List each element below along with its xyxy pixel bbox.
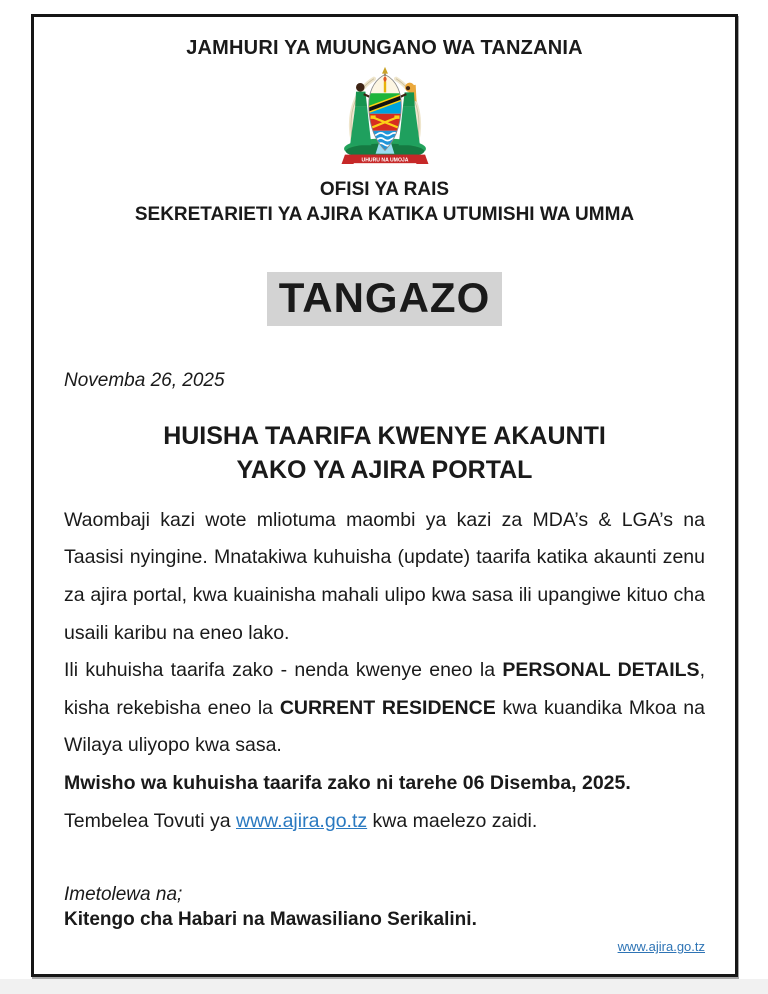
issued-by-label: Imetolewa na; [64,884,183,906]
emblem-motto-text: UHURU NA UMOJA [361,157,408,164]
website-note [64,803,705,841]
deadline-note: Mwisho wa kuhuisha taarifa zako ni tarehe 06 Disemba, 2025. [64,772,631,795]
instructions-text-post: kwa kuandika Mkoa na Wilaya uliyopo kwa sasa. [64,696,705,757]
announcement-heading-row [64,272,705,326]
website-note-post: kwa maelezo zaidi. [367,809,538,832]
office-title: OFISI YA RAIS [319,179,450,200]
paragraph-instructions [64,652,705,765]
subject-heading-line1: HUISHA TAARIFA KWENYE AKAUNTI [163,422,606,451]
instructions-text-pre: Ili kuhuisha taarifa zako - nenda kwenye eneo la [64,659,503,682]
announcement-date: Novemba 26, 2025 [64,370,225,392]
current-residence-emphasis: CURRENT RESIDENCE [279,696,496,719]
ajira-portal-link[interactable]: www.ajira.go.tz [236,809,368,832]
personal-details-emphasis: PERSONAL DETAILS [502,659,700,682]
instructions-text-mid: , kisha rekebisha eneo la [64,659,705,719]
issued-by-name: Kitengo cha Habari na Mawasiliano Serikalini. [64,909,477,931]
tanzania-coat-of-arms-icon [321,66,449,170]
paragraph-intro: Waombaji kazi wote mliotuma maombi ya kazi za MDA’s & LGA’s na Taasisi nyingine. Mnatakiwa kuhuisha (update) taarifa katika akaunti zenu za ajira portal, kwa kuainisha mahali ulipo kwa sasa ili upangiwe kituo cha usaili karibu na eneo lako. [64,508,705,644]
emblem-container [64,66,705,175]
footer-website-link[interactable]: www.ajira.go.tz [617,939,705,954]
issued-by-block [64,884,705,931]
body-text-block [64,502,705,841]
announcement-title: TANGAZO [267,272,503,326]
subject-heading [64,420,705,488]
secretariat-title: SEKRETARIETI YA AJIRA KATIKA UTUMISHI WA UMMA [134,204,635,225]
scan-edge-strip [0,979,768,994]
page-border-frame [31,14,738,977]
republic-title: JAMHURI YA MUUNGANO WA TANZANIA [186,37,583,59]
website-note-pre: Tembelea Tovuti ya [64,809,236,832]
subject-heading-line2: YAKO YA AJIRA PORTAL [236,455,533,484]
